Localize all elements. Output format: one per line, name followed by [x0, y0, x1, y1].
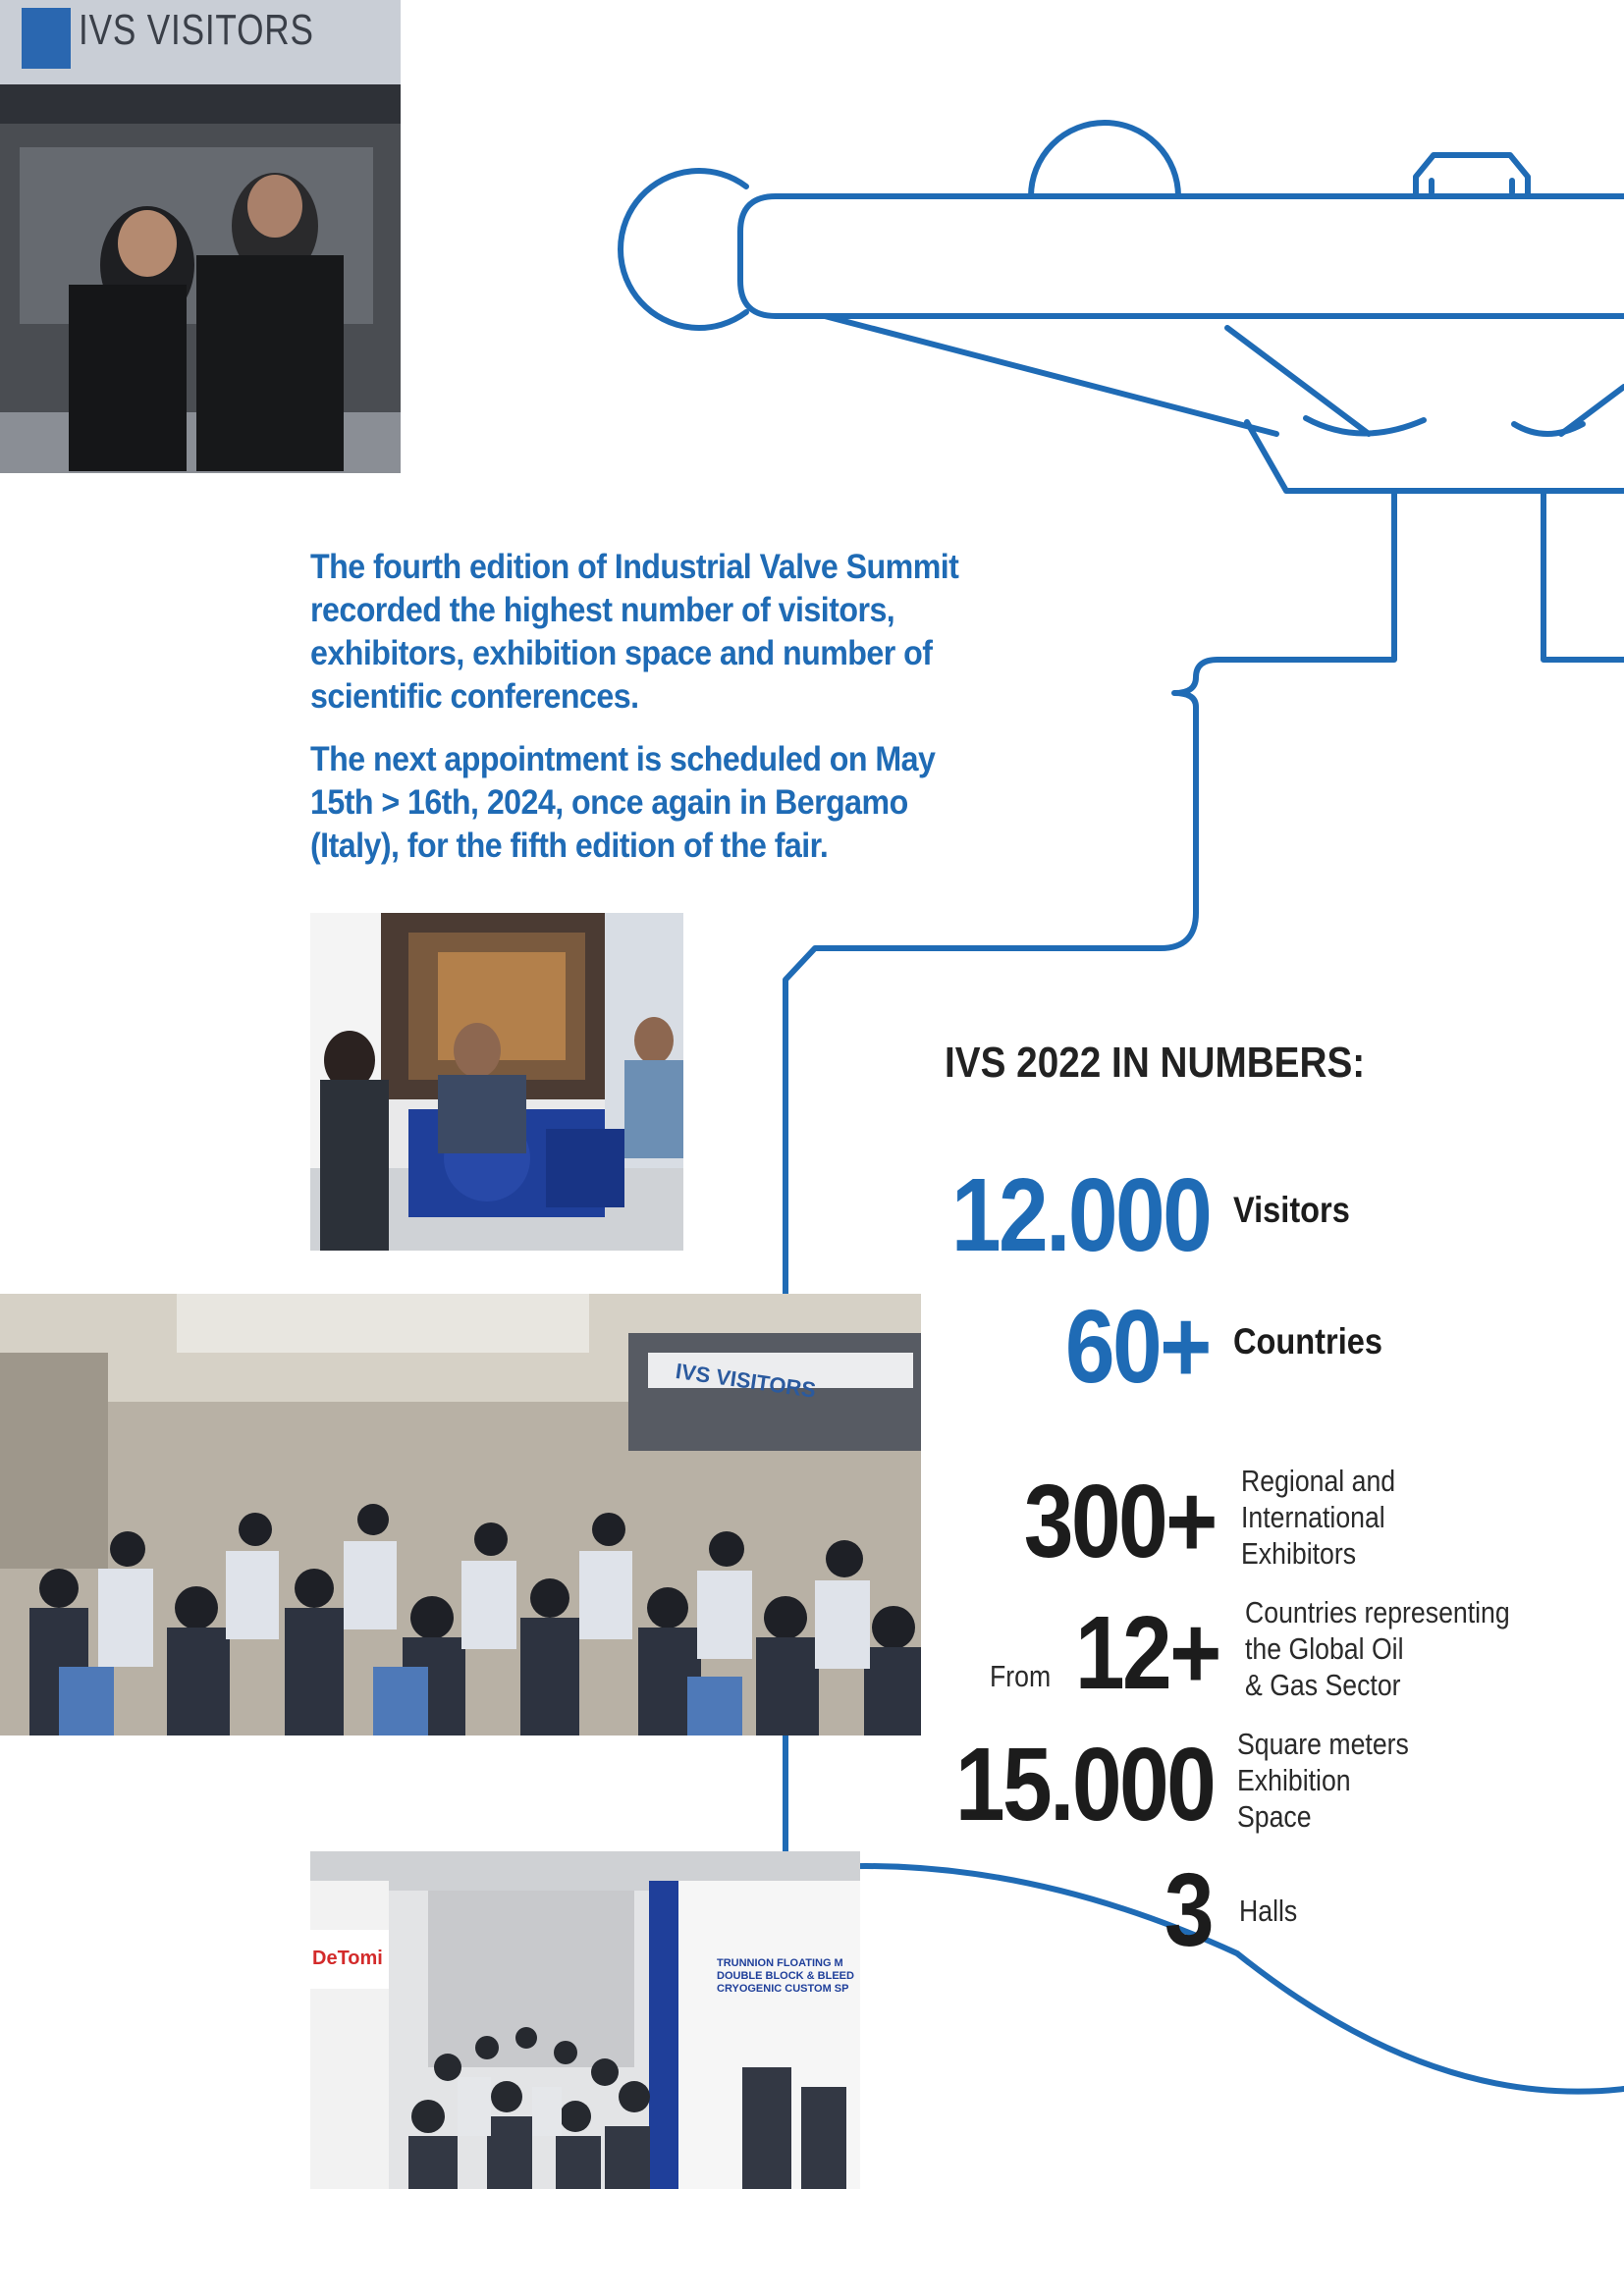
booth-banner: [717, 1957, 854, 1996]
stat-exhibitors-label-line-1: Regional and: [1241, 1464, 1396, 1498]
stat-oilgas-label-line-3: & Gas Sector: [1245, 1668, 1401, 1702]
photo-crowd-hall: [0, 1294, 921, 1735]
stat-visitors-value: 12.000: [950, 1157, 1210, 1273]
stat-space-label: [1237, 1726, 1409, 1835]
stat-visitors-label: Visitors: [1233, 1190, 1350, 1230]
photo-exhibition-aisle: [310, 1851, 860, 2189]
stat-space-label-line-1: Square meters: [1237, 1727, 1409, 1761]
visitors-sign: IVS VISITORS: [79, 6, 314, 54]
stat-oilgas-prefix: From: [990, 1659, 1052, 1693]
stat-countries-label: Countries: [1233, 1321, 1382, 1362]
stat-oilgas-label-line-1: Countries representing: [1245, 1595, 1510, 1629]
stat-oilgas-label: [1245, 1594, 1510, 1703]
numbers-heading: IVS 2022 IN NUMBERS:: [945, 1039, 1366, 1087]
photo-visitors-desk: [0, 0, 401, 473]
intro-paragraph-2: The next appointment is scheduled on May 15th > 16th, 2024, once again in Bergamo (Italy), for the fifth edition of the fair.: [310, 740, 936, 865]
stat-halls-value: 3: [1164, 1852, 1212, 1968]
stat-oilgas-label-line-2: the Global Oil: [1245, 1631, 1404, 1666]
stat-oilgas-value: 12+: [1075, 1595, 1219, 1711]
banner-line-1: TRUNNION FLOATING M: [717, 1957, 843, 1969]
stat-space-value: 15.000: [954, 1727, 1214, 1842]
stat-countries-value: 60+: [1065, 1289, 1210, 1405]
banner-line-3: CRYOGENIC CUSTOM SP: [717, 1983, 849, 1995]
stat-exhibitors-label-line-3: Exhibitors: [1241, 1536, 1357, 1571]
photo-exhibitor-booth: [310, 913, 683, 1251]
crowd-visitors-sign: IVS VISITORS: [674, 1359, 818, 1403]
stat-exhibitors-label: [1241, 1463, 1395, 1572]
stat-space-label-line-3: Space: [1237, 1799, 1312, 1834]
intro-paragraph-1: The fourth edition of Industrial Valve Summit recorded the highest number of visitors, exhibitors, exhibition space and number of scientific conferences.: [310, 548, 959, 716]
stat-space-label-line-2: Exhibition: [1237, 1763, 1351, 1797]
detomi-logo: DeTomi: [312, 1948, 383, 1969]
stat-exhibitors-label-line-2: International: [1241, 1500, 1385, 1534]
stat-halls-label: Halls: [1239, 1894, 1298, 1928]
stat-exhibitors-value: 300+: [1023, 1464, 1216, 1579]
banner-line-2: DOUBLE BLOCK & BLEED: [717, 1970, 854, 1982]
